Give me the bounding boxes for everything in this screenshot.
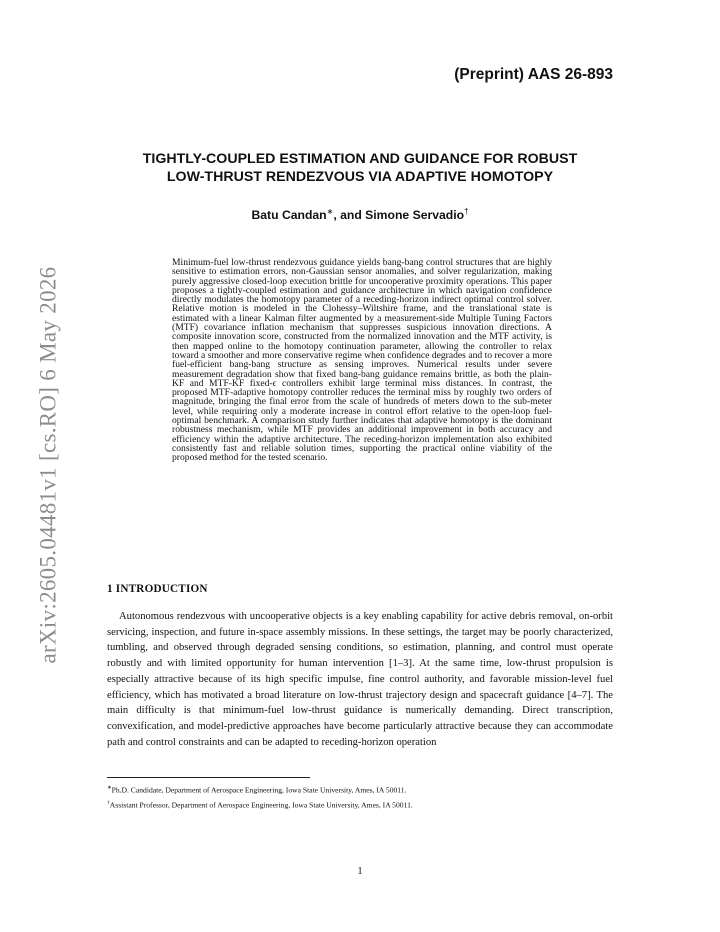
footnote xyxy=(107,797,413,812)
body-paragraph: Autonomous rendezvous with uncooperative objects is a key enabling capability for active debris removal, on-orbit servicing, inspection, and future in-space assembly missions. In these settings, the target may be poorly characterized, tumbling, and observed through degraded sensing conditions, so estimation, planning, and control must operate robustly and with limited opportunity for human intervention [1–3]. At the same time, low-thrust propulsion is especially attractive because of its high specific impulse, fine control authority, and favorable mission-level fuel efficiency, which has motivated a broad literature on low-thrust trajectory design and spacecraft guidance [4–7]. The main difficulty is that minimum-fuel low-thrust guidance is numerically demanding. Direct transcription, convexification, and model-predictive approaches have become particularly attractive because they can accommodate path and control constraints and can be adapted to receding-horizon operation xyxy=(107,611,613,748)
author-name: Batu Candan xyxy=(251,208,327,223)
footnote-text: Ph.D. Candidate, Department of Aerospace Engineering, Iowa State University, Ames, IA 50011. xyxy=(111,785,407,795)
footnotes xyxy=(107,782,413,811)
title-line-1: TIGHTLY-COUPLED ESTIMATION AND GUIDANCE FOR ROBUST xyxy=(142,151,578,167)
footnote-divider xyxy=(107,777,310,778)
author-list xyxy=(100,207,620,222)
author-name: Simone Servadio xyxy=(365,208,465,223)
author-connector: , and xyxy=(333,208,366,223)
arxiv-identifier-text: arXiv:2605.04481v1 [cs.RO] 6 May 2026 xyxy=(35,266,61,664)
page-number: 1 xyxy=(357,866,363,877)
footnote-text: Assistant Professor, Department of Aerospace Engineering, Iowa State University, Ames, IA 50011. xyxy=(109,800,413,810)
footnote-mark: ∗ xyxy=(107,785,112,791)
arxiv-identifier-stamp xyxy=(30,260,66,670)
preprint-tag: (Preprint) AAS 26-893 xyxy=(454,66,613,83)
abstract: Minimum-fuel low-thrust rendezvous guidance yields bang-bang control structures that are highly sensitive to estimation errors, non-Gaussian sensor anomalies, and solver regularization, making purely aggressive closed-loop execution brittle for uncooperative proximity operations. This paper proposes a tightly-coupled estimation and guidance architecture in which navigation confidence directly modulates the homotopy parameter of a receding-horizon indirect optimal control solver. Relative motion is modeled in the Clohessy–Wiltshire frame, and the translational state is estimated with a linear Kalman filter augmented by a measurement-side Multiple Tuning Factors (MTF) covariance inflation mechanism that suppresses suspicious innovation directions. A composite innovation score, constructed from the normalized innovation and the MTF activity, is then mapped online to the homotopy continuation parameter, allowing the controller to relax toward a smoother and more conservative regime when confidence degrades and to recover a more fuel-efficient bang-bang structure as sensing improves. Numerical results under severe measurement degradation show that fixed bang-bang guidance remains brittle, as both the plain-KF and MTF-KF fixed-ϵ controllers exhibit large terminal miss distances. In contrast, the proposed MTF-adaptive homotopy controller reduces the terminal miss by roughly two orders of magnitude, bringing the final error from the scale of hundreds of meters down to the sub-meter level, while requiring only a moderate increase in control effort relative to the open-loop fuel-optimal benchmark. A comparison study further indicates that adaptive homotopy is the dominant robustness mechanism, while MTF provides an additional improvement in both accuracy and efficiency within the adaptive architecture. The receding-horizon implementation also exhibited consistently fast and reliable solution times, supporting the practical online viability of the proposed method for the tested scenario. xyxy=(172,257,552,464)
footnote-mark: † xyxy=(107,799,110,806)
title-line-2: LOW-THRUST RENDEZVOUS VIA ADAPTIVE HOMOTOPY xyxy=(166,169,554,185)
paper-title xyxy=(100,150,620,186)
footnote xyxy=(107,782,413,797)
section-heading: 1 INTRODUCTION xyxy=(107,583,208,595)
footnote-mark: ∗ xyxy=(326,207,334,216)
footnote-mark: † xyxy=(464,207,469,216)
